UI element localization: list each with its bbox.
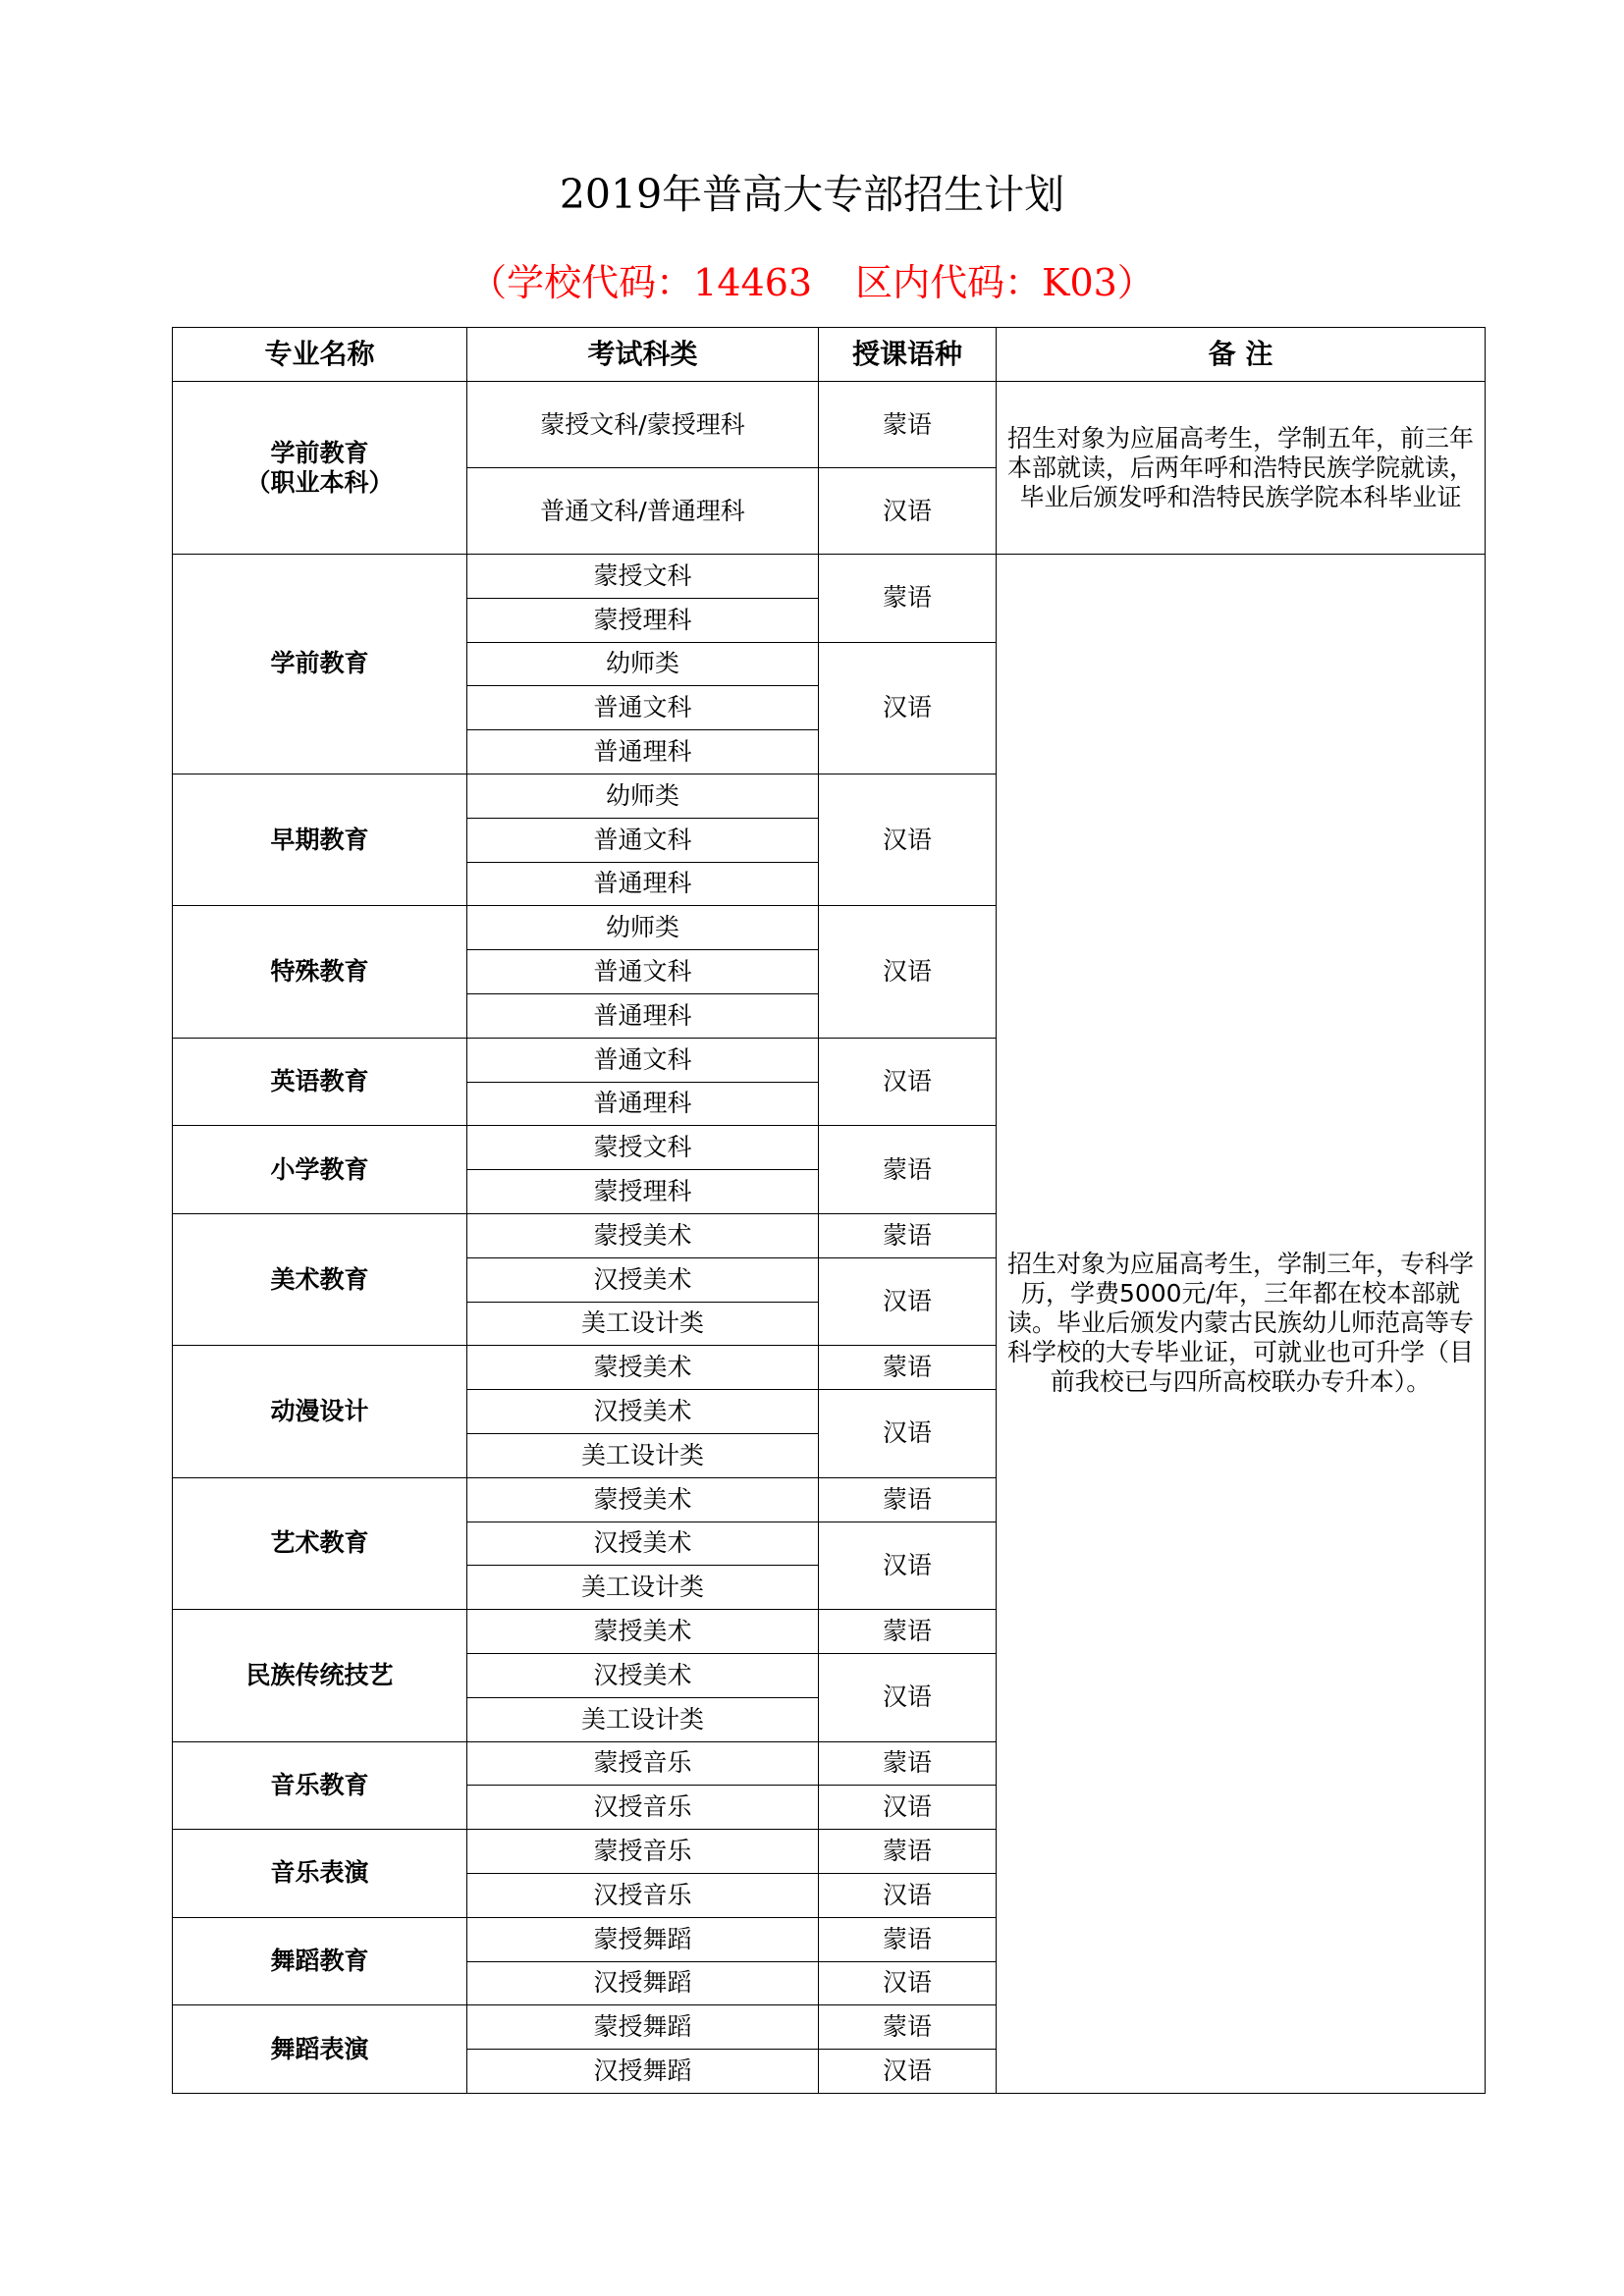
language-cell: 汉语 — [819, 1961, 997, 2005]
subject-cell: 汉授美术 — [467, 1653, 819, 1697]
subject-cell: 普通文科 — [467, 686, 819, 730]
subject-cell: 蒙授美术 — [467, 1610, 819, 1654]
subject-cell: 幼师类 — [467, 906, 819, 950]
subject-cell: 蒙授文科 — [467, 555, 819, 599]
major-cell: 美术教育 — [173, 1213, 467, 1345]
language-cell: 蒙语 — [819, 1126, 997, 1214]
language-cell: 汉语 — [819, 1873, 997, 1917]
subject-cell: 蒙授理科 — [467, 598, 819, 642]
subject-cell: 蒙授文科 — [467, 1126, 819, 1170]
subject-cell: 普通文科 — [467, 818, 819, 862]
major-cell: 特殊教育 — [173, 906, 467, 1038]
major-cell: 动漫设计 — [173, 1346, 467, 1477]
language-cell: 蒙语 — [819, 1346, 997, 1390]
subject-cell: 美工设计类 — [467, 1302, 819, 1346]
language-cell: 汉语 — [819, 1653, 997, 1741]
language-cell: 汉语 — [819, 1257, 997, 1346]
major-cell: 民族传统技艺 — [173, 1610, 467, 1741]
header-language: 授课语种 — [819, 328, 997, 382]
language-cell: 汉语 — [819, 1522, 997, 1610]
subject-cell: 普通理科 — [467, 1082, 819, 1126]
major-cell: 学前教育 — [173, 555, 467, 774]
subject-cell: 汉授美术 — [467, 1522, 819, 1566]
major-cell: 舞蹈教育 — [173, 1917, 467, 2005]
subject-cell: 普通文科 — [467, 1038, 819, 1082]
language-cell: 汉语 — [819, 1786, 997, 1830]
subject-cell: 美工设计类 — [467, 1697, 819, 1741]
subject-cell: 蒙授音乐 — [467, 1741, 819, 1786]
major-cell: 音乐表演 — [173, 1830, 467, 1918]
language-cell: 蒙语 — [819, 382, 997, 468]
subject-cell: 汉授音乐 — [467, 1873, 819, 1917]
header-major: 专业名称 — [173, 328, 467, 382]
language-cell: 蒙语 — [819, 2005, 997, 2050]
language-cell: 蒙语 — [819, 1477, 997, 1522]
subject-cell: 幼师类 — [467, 774, 819, 818]
subject-cell: 普通文科/普通理科 — [467, 468, 819, 555]
major-cell: 舞蹈表演 — [173, 2005, 467, 2094]
note-cell: 招生对象为应届高考生，学制五年，前三年本部就读，后两年呼和浩特民族学院就读，毕业后颁发呼和浩特民族学院本科毕业证 — [997, 382, 1486, 555]
subject-cell: 蒙授美术 — [467, 1213, 819, 1257]
language-cell: 汉语 — [819, 1390, 997, 1478]
enrollment-plan-table — [172, 327, 1486, 2094]
major-cell: 音乐教育 — [173, 1741, 467, 1830]
region-code: 区内代码：K03） — [855, 261, 1155, 304]
language-cell: 汉语 — [819, 2050, 997, 2094]
subject-cell: 美工设计类 — [467, 1566, 819, 1610]
subject-cell: 汉授美术 — [467, 1257, 819, 1302]
major-cell: 英语教育 — [173, 1038, 467, 1126]
language-cell: 汉语 — [819, 774, 997, 905]
subject-cell: 蒙授音乐 — [467, 1830, 819, 1874]
subject-cell: 蒙授美术 — [467, 1477, 819, 1522]
page-title: 2019年普高大专部招生计划 — [559, 171, 1065, 218]
subject-cell: 蒙授美术 — [467, 1346, 819, 1390]
major-cell: 小学教育 — [173, 1126, 467, 1214]
header-subject: 考试科类 — [467, 328, 819, 382]
school-codes — [0, 253, 1624, 312]
subject-cell: 蒙授理科 — [467, 1170, 819, 1214]
language-cell: 蒙语 — [819, 1610, 997, 1654]
subject-cell: 汉授舞蹈 — [467, 1961, 819, 2005]
subject-cell: 汉授音乐 — [467, 1786, 819, 1830]
major-cell: 学前教育 （职业本科） — [173, 382, 467, 555]
language-cell: 蒙语 — [819, 1917, 997, 1961]
language-cell: 蒙语 — [819, 1741, 997, 1786]
table-header-row — [173, 328, 1486, 382]
language-cell: 汉语 — [819, 642, 997, 774]
subject-cell: 普通理科 — [467, 862, 819, 906]
subject-cell: 蒙授文科/蒙授理科 — [467, 382, 819, 468]
header-notes: 备 注 — [997, 328, 1486, 382]
major-cell: 早期教育 — [173, 774, 467, 905]
subject-cell: 普通理科 — [467, 993, 819, 1038]
major-cell: 艺术教育 — [173, 1477, 467, 1609]
language-cell: 汉语 — [819, 1038, 997, 1126]
table-row — [173, 382, 1486, 468]
table-row — [173, 555, 1486, 599]
school-code: （学校代码：14463 — [469, 261, 813, 304]
subject-cell: 蒙授舞蹈 — [467, 1917, 819, 1961]
language-cell: 蒙语 — [819, 1830, 997, 1874]
language-cell: 蒙语 — [819, 1213, 997, 1257]
subject-cell: 蒙授舞蹈 — [467, 2005, 819, 2050]
subject-cell: 普通文科 — [467, 950, 819, 994]
note-cell: 招生对象为应届高考生，学制三年，专科学历，学费5000元/年，三年都在校本部就读。毕业后颁发内蒙古民族幼儿师范高等专科学校的大专毕业证，可就业也可升学（目前我校已与四所高校联办专升本）。 — [997, 555, 1486, 2094]
language-cell: 汉语 — [819, 468, 997, 555]
subject-cell: 普通理科 — [467, 730, 819, 774]
subject-cell: 幼师类 — [467, 642, 819, 686]
language-cell: 蒙语 — [819, 555, 997, 643]
language-cell: 汉语 — [819, 906, 997, 1038]
subject-cell: 美工设计类 — [467, 1433, 819, 1477]
subject-cell: 汉授舞蹈 — [467, 2050, 819, 2094]
subject-cell: 汉授美术 — [467, 1390, 819, 1434]
